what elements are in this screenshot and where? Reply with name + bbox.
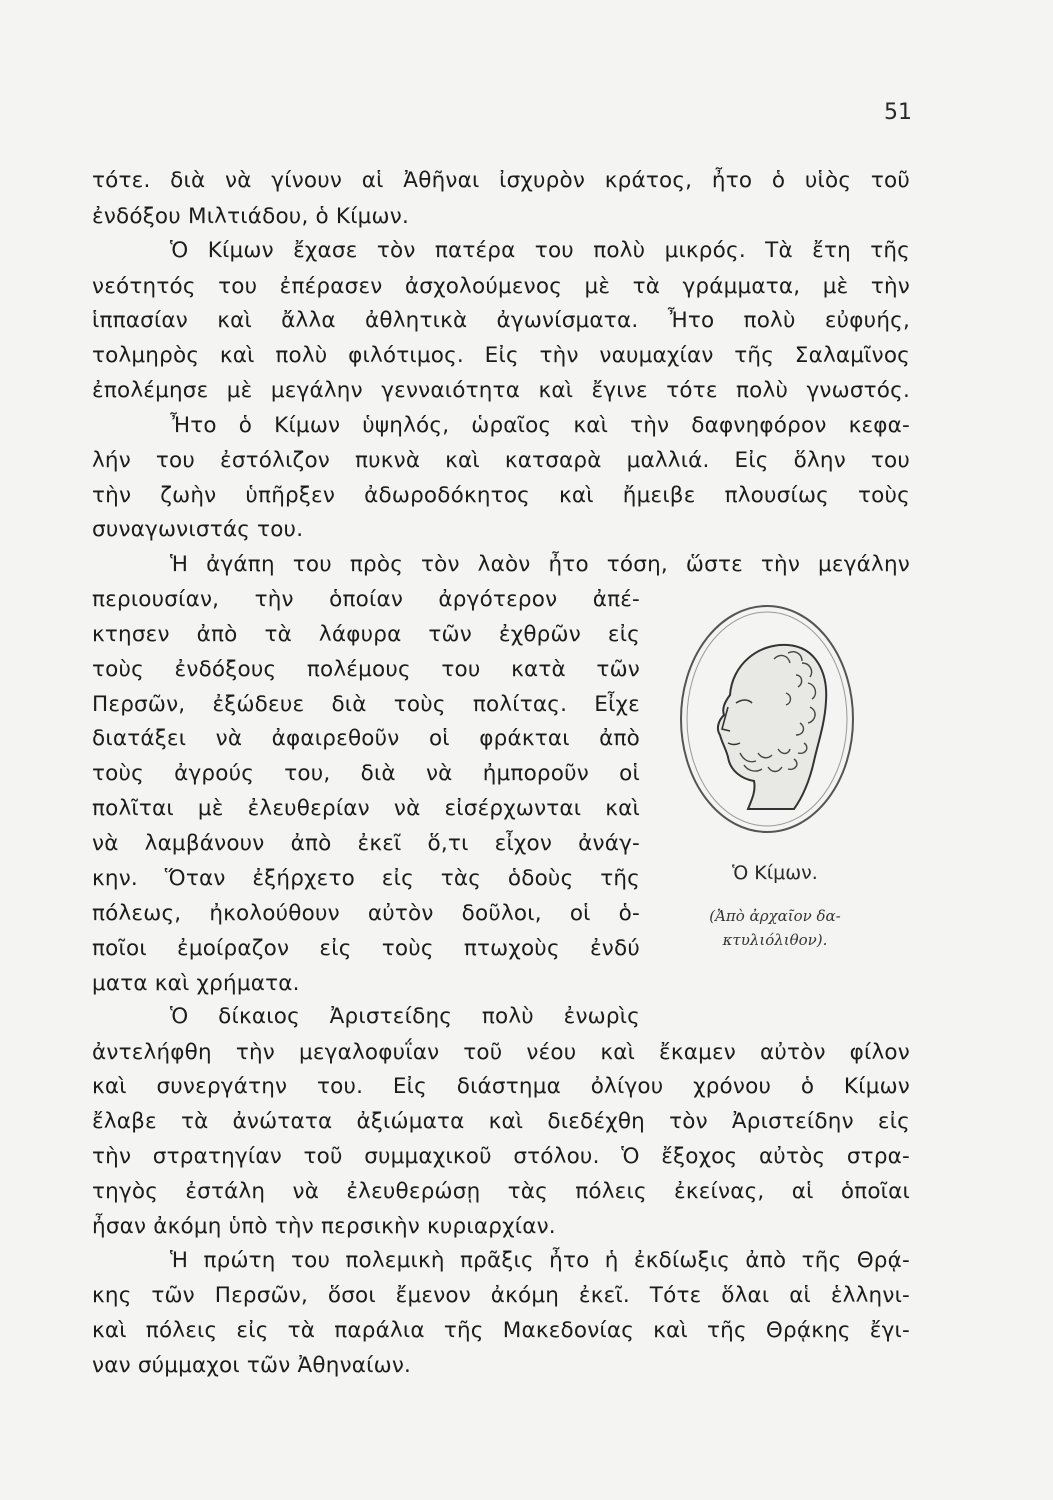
text-line: νεότητός του ἐπέρασεν ἀσχολούμενος μὲ τὰ γράμματα, μὲ τὴν <box>92 274 910 299</box>
text-line: Περσῶν, ἐξώδευε διὰ τοὺς πολίτας. Εἶχε <box>92 692 640 717</box>
text-line: κτησεν ἀπὸ τὰ λάφυρα τῶν ἐχθρῶν εἰς <box>92 622 640 647</box>
text-line: Ὁ Κίμων ἔχασε τὸν πατέρα του πολὺ μικρός. Τὰ ἔτη τῆς <box>170 238 910 263</box>
text-line: ἀντελήφθη τὴν μεγαλοφυΐαν τοῦ νέου καὶ ἔκαμεν αὐτὸν φίλον <box>92 1040 910 1065</box>
text-line: πόλεως, ἠκολούθουν αὐτὸν δοῦλοι, οἱ ὁ- <box>92 901 640 926</box>
figure-caption-source: (Ἀπὸ ἀρχαῖον δα-κτυλιόλιθον). <box>709 907 841 949</box>
text-line: ἐπολέμησε μὲ μεγάλην γενναιότητα καὶ ἔγινε τότε πολὺ γνωστός. <box>92 378 910 403</box>
text-line: τοὺς ἀγρούς του, διὰ νὰ ἠμποροῦν οἱ <box>92 761 640 786</box>
text-line: καὶ πόλεις εἰς τὰ παράλια τῆς Μακεδονίας καὶ τῆς Θρᾴκης ἔγι- <box>92 1318 910 1343</box>
page-number: 51 <box>884 100 912 125</box>
text-line: ἐνδόξου Μιλτιάδου, ὁ Κίμων. <box>92 204 410 229</box>
text-line: ματα καὶ χρήματα. <box>92 971 300 996</box>
text-line: Ἡ πρώτη του πολεμικὴ πρᾶξις ἦτο ἡ ἐκδίωξις ἀπὸ τῆς Θρᾴ- <box>170 1248 910 1273</box>
text-line: τολμηρὸς καὶ πολὺ φιλότιμος. Εἰς τὴν ναυμαχίαν τῆς Σαλαμῖνος <box>92 343 910 368</box>
text-line: τοὺς ἐνδόξους πολέμους του κατὰ τῶν <box>92 657 640 682</box>
text-line: ποῖοι ἐμοίραζον εἰς τοὺς πτωχοὺς ἐνδύ <box>92 936 640 961</box>
kimon-portrait-illustration <box>678 603 856 835</box>
text-line: Ἦτο ὁ Κίμων ὑψηλός, ὡραῖος καὶ τὴν δαφνηφόρον κεφα- <box>170 413 910 438</box>
text-line: κην. Ὅταν ἐξήρχετο εἰς τὰς ὁδοὺς τῆς <box>92 866 640 891</box>
text-line: τότε. διὰ νὰ γίνουν αἱ Ἀθῆναι ἰσχυρὸν κράτος, ἦτο ὁ υἱὸς τοῦ <box>92 168 910 193</box>
text-line: νὰ λαμβάνουν ἀπὸ ἐκεῖ ὅ,τι εἶχον ἀνάγ- <box>92 831 640 856</box>
text-line: διατάξει νὰ ἀφαιρεθοῦν οἱ φράκται ἀπὸ <box>92 726 640 751</box>
text-line: Ἡ ἀγάπη του πρὸς τὸν λαὸν ἦτο τόση, ὥστε τὴν μεγάλην <box>170 552 910 577</box>
text-line: ἱππασίαν καὶ ἄλλα ἀθλητικὰ ἀγωνίσματα. Ἦτο πολὺ εὐφυής, <box>92 308 910 333</box>
text-line: Ὁ δίκαιος Ἀριστείδης πολὺ ἐνωρὶς <box>170 1004 640 1029</box>
text-line: ἦσαν ἀκόμη ὑπὸ τὴν περσικὴν κυριαρχίαν. <box>92 1214 556 1239</box>
text-line: πολῖται μὲ ἐλευθερίαν νὰ εἰσέρχωνται καὶ <box>92 796 640 821</box>
text-line: τηγὸς ἐστάλη νὰ ἐλευθερώσῃ τὰς πόλεις ἐκείνας, αἱ ὁποῖαι <box>92 1179 910 1204</box>
text-line: τὴν στρατηγίαν τοῦ συμμαχικοῦ στόλου. Ὁ ἔξοχος αὐτὸς στρα- <box>92 1144 910 1169</box>
text-line: ναν σύμμαχοι τῶν Ἀθηναίων. <box>92 1353 412 1378</box>
text-line: ἔλαβε τὰ ἀνώτατα ἀξιώματα καὶ διεδέχθη τὸν Ἀριστείδην εἰς <box>92 1109 910 1134</box>
text-line: περιουσίαν, τὴν ὁποίαν ἀργότερον ἀπέ- <box>92 587 640 612</box>
text-line: λήν του ἐστόλιζον πυκνὰ καὶ κατσαρὰ μαλλιά. Εἰς ὅλην του <box>92 448 910 473</box>
text-line: κης τῶν Περσῶν, ὅσοι ἔμενον ἀκόμη ἐκεῖ. Τότε ὅλαι αἱ ἑλληνι- <box>92 1283 910 1308</box>
text-line: καὶ συνεργάτην του. Εἰς διάστημα ὀλίγου χρόνου ὁ Κίμων <box>92 1074 910 1099</box>
figure-caption-title: Ὁ Κίμων. <box>732 862 818 884</box>
text-line: συναγωνιστάς του. <box>92 517 304 542</box>
text-line: τὴν ζωὴν ὑπῆρξεν ἀδωροδόκητος καὶ ἤμειβε πλουσίως τοὺς <box>92 483 910 508</box>
